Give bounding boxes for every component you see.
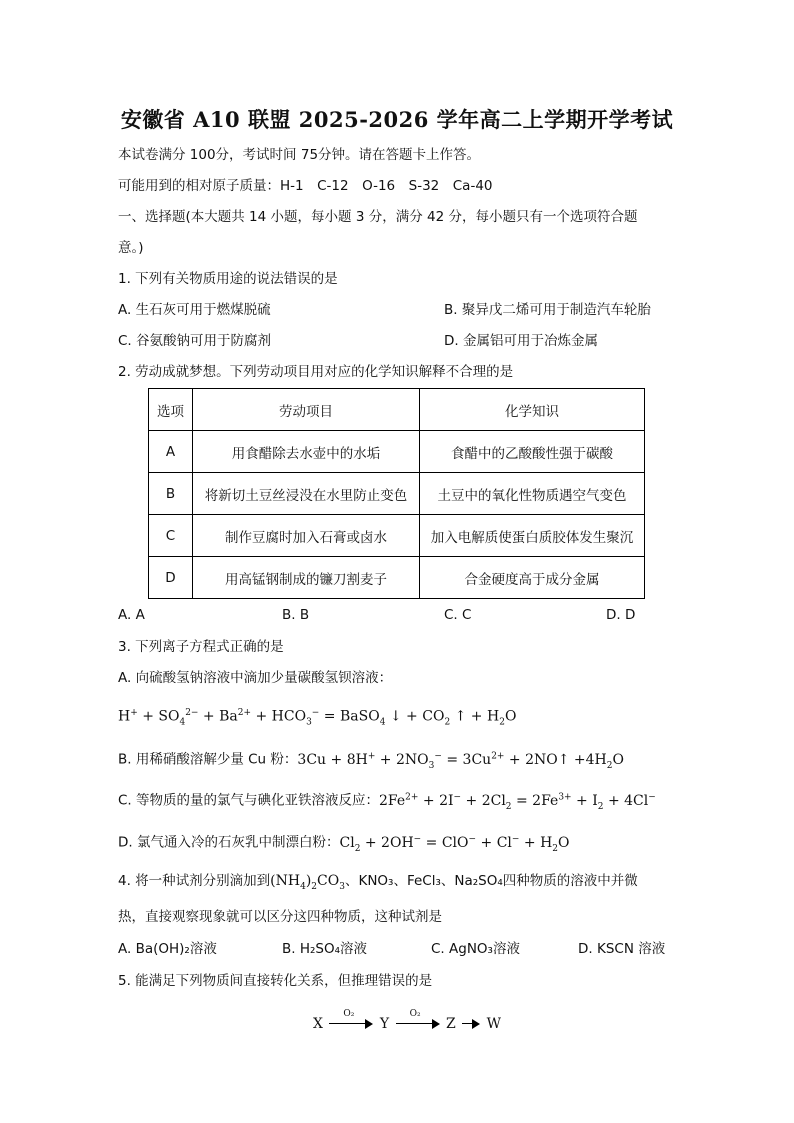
q3-option-b: [118, 747, 624, 774]
q4-option-a: A. Ba(OH)₂溶液: [118, 941, 217, 957]
q4-option-d: D. KSCN 溶液: [578, 941, 666, 957]
q2-option-a: A. A: [118, 607, 145, 623]
table-row: [149, 473, 645, 515]
table-cell: A: [149, 431, 193, 473]
table-header-cell: 化学知识: [420, 389, 645, 431]
table-header-cell: 劳动项目: [193, 389, 420, 431]
table-cell: 用食醋除去水壶中的水垢: [193, 431, 420, 473]
page-title: 安徽省 A10 联盟 2025-2026 学年高二上学期开学考试: [120, 107, 674, 132]
table-row: [149, 431, 645, 473]
q4-option-b: B. H₂SO₄溶液: [282, 941, 368, 957]
q4-option-c: C. AgNO₃溶液: [431, 941, 520, 957]
q3-option-b-text: B. 用稀硝酸溶解少量 Cu 粉：: [118, 751, 298, 768]
table-cell: C: [149, 515, 193, 557]
section-heading: 一、选择题(本大题共 14 小题，每小题 3 分，满分 42 分，每小题只有一个选项符合题: [118, 209, 638, 225]
q3-option-a-equation: $H^+ + SO_4^{2-} + Ba^{2+} + HCO_3^-$ = BaSO$_4$ ↓ + $CO_2$ ↑ + $H_2O$: [118, 708, 517, 728]
q3-option-b-equation: $3Cu + 8H^+ + 2NO_3^- = 3Cu^{2+}$ + 2NO↑ $+4H_2O$: [297, 751, 624, 771]
q1-stem: 1. 下列有关物质用途的说法错误的是: [118, 271, 338, 287]
table-cell: 食醋中的乙酸酸性强于碳酸: [420, 431, 645, 473]
q1-option-d: D. 金属铝可用于冶炼金属: [444, 333, 598, 349]
q5-stem: 5. 能满足下列物质间直接转化关系，但推理错误的是: [118, 973, 433, 989]
q1-option-c: C. 谷氨酸钠可用于防腐剂: [118, 333, 272, 349]
q5-species-w: W: [486, 1016, 502, 1032]
table-header-row: [149, 389, 645, 431]
q3-option-d-text: D. 氯气通入冷的石灰乳中制漂白粉：: [118, 834, 340, 851]
table-row: [149, 557, 645, 599]
q5-species-z: Z: [446, 1016, 456, 1032]
table-header-cell: 选项: [149, 389, 193, 431]
q4-ammonium-carbonate-formula: $(NH_4)_2CO_3$: [270, 873, 345, 892]
q3-option-c-equation: $2Fe^{2+} + 2I^- + 2Cl_2 = 2Fe^{3+} + I_2 + 4Cl^-$: [379, 792, 656, 812]
q5-arrow-label: O₂: [343, 1009, 355, 1019]
table-cell: 制作豆腐时加入石膏或卤水: [193, 515, 420, 557]
q3-option-c: [118, 788, 656, 815]
section-heading-cont: 意。): [118, 240, 144, 256]
intro-atomic-mass-line: 可能用到的相对原子质量：H-1 C-12 O-16 S-32 Ca-40: [118, 178, 493, 194]
q2-option-d: D. D: [606, 607, 636, 623]
q4-stem: [118, 872, 638, 896]
q1-option-b: B. 聚异戊二烯可用于制造汽车轮胎: [444, 302, 651, 318]
table-cell: 用高锰钢制成的镰刀割麦子: [193, 557, 420, 599]
q2-option-c: C. C: [444, 607, 472, 623]
table-row: [149, 515, 645, 557]
q5-arrow-3: [462, 1019, 480, 1029]
q3-option-c-text: C. 等物质的量的氯气与碘化亚铁溶液反应：: [118, 792, 380, 809]
q4-stem-cont: 热，直接观察现象就可以区分这四种物质，这种试剂是: [118, 909, 442, 925]
q2-option-b: B. B: [282, 607, 310, 623]
table-cell: D: [149, 557, 193, 599]
q5-species-x: X: [313, 1016, 323, 1032]
table-cell: 土豆中的氧化性物质遇空气变色: [420, 473, 645, 515]
q4-stem-part-b: 、KNO₃、FeCl₃、Na₂SO₄四种物质的溶液中并微: [344, 873, 638, 889]
q3-stem: 3. 下列离子方程式正确的是: [118, 639, 284, 655]
table-cell: 将新切土豆丝浸没在水里防止变色: [193, 473, 420, 515]
q3-option-d-equation: $Cl_2 + 2OH^- = ClO^- + Cl^- + H_2O$: [339, 834, 570, 854]
q4-stem-part-a: 4. 将一种试剂分别滴加到: [118, 873, 271, 889]
q5-arrow-o2-2: [396, 1009, 440, 1029]
q2-stem: 2. 劳动成就梦想。下列劳动项目用对应的化学知识解释不合理的是: [118, 364, 514, 380]
q5-species-y: Y: [379, 1016, 390, 1032]
q2-table: [148, 388, 645, 599]
intro-score-line: 本试卷满分 100分，考试时间 75分钟。请在答题卡上作答。: [118, 147, 481, 163]
q5-arrow-label: O₂: [409, 1009, 421, 1019]
table-cell: 合金硬度高于成分金属: [420, 557, 645, 599]
q5-conversion-scheme: [313, 1009, 502, 1032]
table-cell: B: [149, 473, 193, 515]
q3-option-d: [118, 830, 570, 857]
table-cell: 加入电解质使蛋白质胶体发生聚沉: [420, 515, 645, 557]
q5-arrow-o2-1: [329, 1009, 373, 1029]
q3-option-a-text: A. 向硫酸氢钠溶液中滴加少量碳酸氢钡溶液：: [118, 670, 393, 686]
q1-option-a: A. 生石灰可用于燃煤脱硫: [118, 302, 271, 318]
